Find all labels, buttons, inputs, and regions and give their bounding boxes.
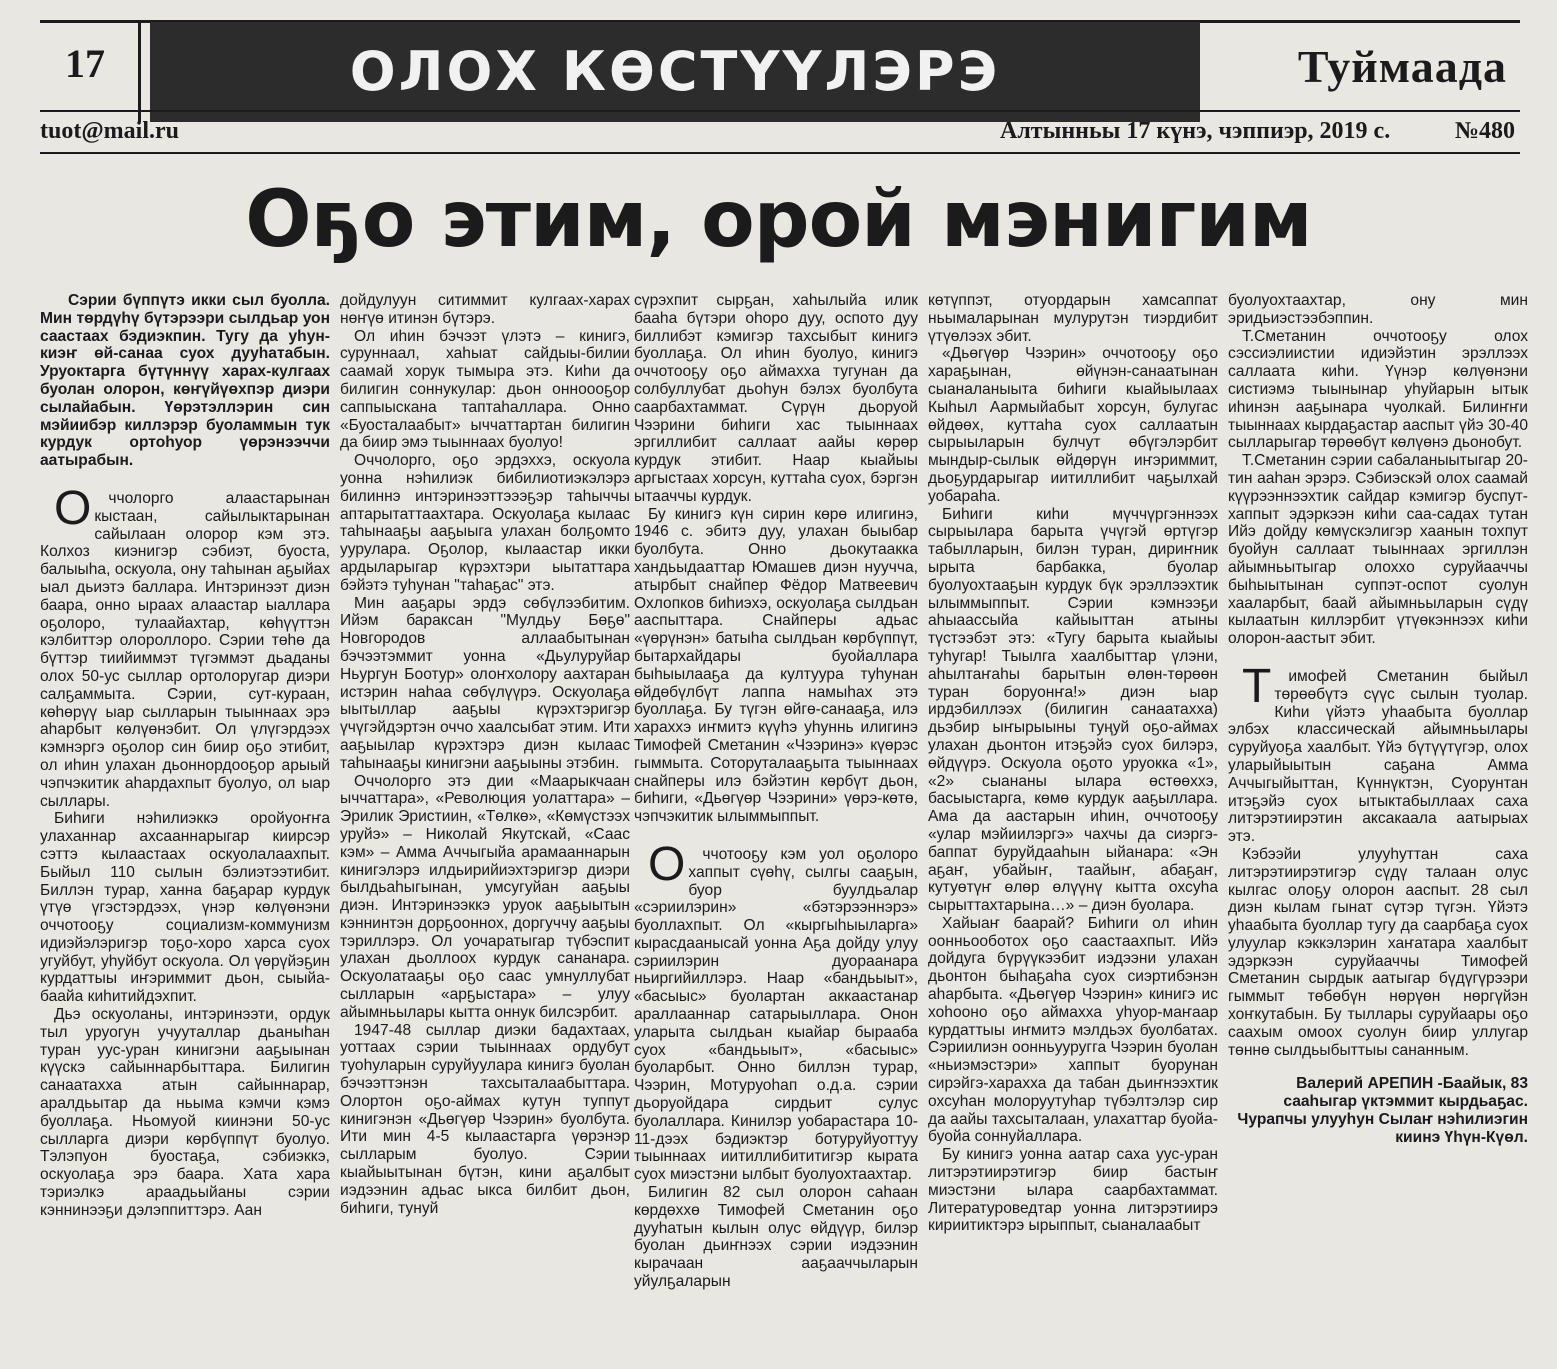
- article-column-4: [928, 292, 1218, 1360]
- article-paragraph: көтүппэт, отуордарын хамсаппат ньымаларынан мулурутэн тиэрдибит үтүөлээх эбит.: [928, 292, 1218, 345]
- article-column-5: [1228, 292, 1528, 1360]
- page-number: 17: [65, 41, 105, 86]
- article-paragraph: Оччотооҕу кэм уол оҕолоро хаппыт сүөһү, сылгы сааҕын, буор буулдьалар «сэриилэрин» «бэтэрээннэрэ» буоллахпыт. Ол «кыргыһыыларга» кырасдаанысай уонна Аҕа дойду улуу сэриилэрин дуораанара ньиргийиллэрэ. Наар «бандьыыт», «басыыс» буолартан аккаастанар араллааннар сатарыыллара. Онон уларыта сылдьан кыайар бырааба суох «бандьыыт», «басыыс» буоларбыт. Онно биллэн турар, Чээрин, Мотуруоһап о.д.а. сэрии дьоруойдара сирдьит сулус буолаллара. Кинилэр уобарастара 10-11-дээх бэдиэктэр ботуруйуоттуу тыыннаах иитиллибититигэр кырата суох миэстэни ылбыт буолуохтаахтар.: [634, 837, 918, 1184]
- article-paragraph: Дьэ оскуоланы, интэринээти, ордук тыл уруогун учууталлар дьаныһан туран уус-уран кинигэни ааҕыынан күүскэ сайыннарбыттара. Билигин санаатахха атын сайыннарар, аралдьытар да ньыма кэмчи кэмэ буоллаҕа. Ньомуой киинэни 50-ус сылларга диэри көрбүппүт буолуо. Тэлэпуон буостаҕа, сэбиэккэ, оскуолаҕа эрэ баара. Хата хара тэриэлкэ араадьыйаны сэрии кэннинээҕи дэлэппиттэрэ. Аан: [40, 1006, 330, 1219]
- newspaper-name: Туймаада: [1297, 41, 1507, 92]
- article-paragraph: Билигин 82 сыл олорон саһаан көрдөххө Тимофей Сметанин оҕо дууһатын кылын олус өйдүүр, билэр буолан дьиҥнээх сэрии иэдээнин кырачаан ааҕааччыларын уйулҕаларын: [634, 1184, 918, 1291]
- article-paragraph: Хайыаҥ баарай? Биһиги ол иһин оонньооботох оҕо саастаахпыт. Ийэ дойдуга бүрүүкээбит иэдээни улахан дьонтон быһаҕаһа суох сиэртибэнэн аһарбыта. «Дьөгүөр Чээрин» кинигэ ис хоһооно оҕо аймахха уһуор-маҥаар курдаттыы иҥмитэ мэлдьэх буолбатах. Сэриилиэн оонньууругга Чээрин буолан «ньиэмэстэри» хаппыт буорунан сирэйгэ-харахха да табан дьиҥнээхтик охсуһан молоруутуһар түбэлтэлэр сир да аайы тахсыталаан, улахаттар буойа-буойа соннуйаллара.: [928, 914, 1218, 1146]
- article-paragraph: Бу кинигэ күн сирин көрө илигинэ, 1946 с. эбитэ дуу, улахан быыбар буолбута. Онно дьокутаакка хандьыдааттар Юмашев диэн нуучча, атырбыт снайпер Фёдор Матвеевич Охлопков биһиэхэ, оскуолаҕа сылдьан ааспыттара. Снайперы адьас «үөрүнэн» батыһа сылдьан көрбүппүт, бытархайдары буойаллара быһыылааҕа да култуура туһунан өйдөбүлбүт лаппа намыһах этэ буоллаҕа. Бу түгэн өйгө-санааҕа, илэ хараххэ иҥмитэ күүһэ уһуннь илигинэ Тимофей Сметанин «Чээринэ» күөрэс гыммыта. Соторуталааҕыта тыыннаах снайперы илэ бэйэтин көрбүт дьон, биһиги, «Дьөгүөр Чээрини» үөрэ-көтө, чэпчэкитик ылыммыппыт.: [634, 505, 918, 826]
- article-paragraph: буолуохтаахтар, ону мин эридьиэстээбэппин.: [1228, 292, 1528, 327]
- section-title: ОЛОХ КӨСТҮҮЛЭРЭ: [150, 22, 1200, 122]
- article-paragraph: Бу кинигэ уонна аатар саха уус-уран литэрэтиирэтигэр биир бастыҥ миэстэни ылара саарбахтаммат. Литературоведтар уонна литэрэтиирэ кириитиктэрэ ырыппыт, сыаналаабыт: [928, 1146, 1218, 1235]
- article-column-1: [40, 292, 330, 1360]
- article-paragraph: сүрэхпит сырҕан, хаһылыйа илик бааһа бүтэри оһоро дуу, оспото дуу биллибэт кэмигэр тахсыбыт кинигэ буоллаҕа. Ол иһин буолуо, кинигэ оччотооҕу оҕо аймахха тугунан да солбуллубат дьоһун бэлэх буолбута саарбахтаммат. Сүрүн дьоруой Чээрини биһиги хас тыыннаах эргиллибит саллаат аайы көрөр курдук этибит. Наар кыайыы аргыстаах хорсун, куттаһа суох, бэргэн ытааччы курдук.: [634, 292, 918, 505]
- article-paragraph: Оччолорго алаастарынан кыстаан, сайылыктарынан сайылаан олорор кэм этэ. Колхоз киэнигэр сэбиэт, буоста, балыыһа, оскуола, ону таһынан аҕыйах ыал дьиэтэ баллара. Интэринээт диэн баара, онно ыраах алаастар ыаллара оҕолоро, тулаайахтар, көһүүттэн кэлбиттэр олороллоро. Сэрии төһө да бүттэр тиийиммэт түгэммэт дьаданы олох 50-ус сыллар ортолоругар диэри салҕаммыта. Сэрии, сут-кураан, көһөрүү ыар сылларын тыыннаах эрэ аһарбыт көлүөнэбит. Ол үлүгэрдээх кэмнэргэ оҕолор син биир оҕо этибит, ол иһин улахан дьоннордооҕор арыый чэпчэкитик аһардахпыт буолуо, ол ыар сыллары.: [40, 481, 330, 810]
- header-bottom-rule: [40, 110, 1520, 112]
- article-column-2: [340, 292, 630, 1360]
- article-paragraph: 1947-48 сыллар диэки бадахтаах, уоттаах сэрии тыыннаах ордубут туоһуларын суруйуулара кинигэ буолан бэчээттэнэн тахсыталаабыттара. Олортон оҕо-аймах кутун туппут кинигэнэн «Дьөгүөр Чээрин» буолбута. Ити мин 4-5 кылаастарга үөрэнэр сылларым буолуо. Сэрии кыайыытынан бүтэн, кини аҕалбыт иэдээнин адьас ыкса билбит дьон, биһиги, тунуй: [340, 1021, 630, 1217]
- article-paragraph: дойдулуун ситиммит кулгаах-харах нөҥүө итинэн бүтэрэ.: [340, 292, 630, 327]
- article-paragraph: Оччолорго этэ дии «Маарыкчаан ыччаттара», «Революция уолаттара» – Эрилик Эристиин, «Төлкө», «Көмүстээх уруйэ» – Николай Якутскай, «Саас кэм» – Амма Аччыгыйа арамааннарын кинигэлэрэ илдьирийиэхтэригэр диэри былдьаһыгынан, умсугуйан ааҕыы диэн. Интэринээккэ уруок ааҕыытын кэннинтэн дорҕооннох, доргуччу ааҕыы тэриллэрэ. Ол уочаратыгар түбэспит улахан дьоллоох курдук сананара. Оскуолатааҕы оҕо саас умнуллубат сылларын «арҕыстара» – улуу айымньылары кытта оннук билсэрбит.: [340, 772, 630, 1021]
- article-paragraph: Тимофей Сметанин быйыл төрөөбүтэ сүүс сылын туолар. Киһи үйэтэ уһаабыта буоллар элбэх классическай айымньылары суруйуоҕа хаалбыт. Үйэ бүтүүтүгэр, олох уларыйыытын саҕана Амма Аччыгыйыттан, Күннүктэн, Суорунтан итэҕэйэ суох ытыктабыллаах саха литэрэтиирэтин аксакаала аатырыах этэ.: [1228, 659, 1528, 846]
- article-paragraph: «Дьөгүөр Чээрин» оччотооҕу оҕо хараҕынан, өйүнэн-санаатынан сыаналаныыта биһиги кыайыылаах Кыһыл Аармыйабыт хорсун, булугас өйдөөх, куттаһа суох саллаатын сырыыларын булчут өбүгэлэрбит мындыр-сылык өйдөрүн иҥэриммит, дьоҕурдарыгар иитиллибит чаҕылхай уобараһа.: [928, 345, 1218, 505]
- page-number-divider: [138, 22, 141, 122]
- contact-email: tuot@mail.ru: [40, 118, 179, 144]
- article-paragraph: Биһиги киһи мүччүргэннээх сырыылара барыта үчүгэй өртүгэр табылларын, билэн туран, дириҥник ырыта барбакка, буолар буолуохтааҕын курдук бүк эрэллээхтик ылыммыппыт. Сэрии кэмнээҕи аһыаассыйа кайыыттан атыны түстээбэт этэ: «Тугу барыта кыайыы туһугар! Тыылга хаалбыттар үлэни, аһылтаҥаһы барытын өлөн-төрөөн туран боруонҥа!» диэн ыар ирдэбиллээх (билигин санаатахха) дьэбир ыҥырыыны туңуй оҕо-аймах улахан дьонтон итэҕэйэ суох билэрэ, өйдүүрэ. Оскуола оҕото уруокка «1», «2» сыананы ылара өстөөххэ, басыыстарга, көмө курдук ааҕыллара. Ама да аастарын иһин, оччотооҕу «улар мэйиилэргэ» чахчы да сиэргэ-баппат буруйдааһын ыйанара: «Эн аҕаҥ, убайыҥ, таайыҥ, абаҕаҥ, кутуөтүҥ өлөр өлүүнү кытта охсуһа сырыттахтарына…» – диэн буолара.: [928, 505, 1218, 915]
- article-column-3: [634, 292, 918, 1360]
- article-paragraph: Биһиги нэһилиэккэ оройуоҥҥа улаханнар ахсааннарыгар киирсэр сэттэ кылаастаах оскуолалаахпыт. Быйыл 110 сылын бэлиэтээтибит. Биллэн турар, ханна баҕарар курдук үтүө үгэстэрдээх, үнэр көлүөнэни оччотооҕу социализм-коммунизм идиэйэлэригэр тоҕо-хоро харса суох угуйбут, уһуйбут оскуола. Ол үөрүйэҕин курдаттыы иҥэриммит дьон, сыыйа-баайа киһитийдэхпит.: [40, 810, 330, 1006]
- article-paragraph: Т.Сметанин сэрии сабаланыытыгар 20-тин ааһан эрэрэ. Сэбиэскэй олох саамай күүрээннээхтик сайдар кэмигэр буспут-хаппыт эдэркээн киһи саа-садах тутан Ийэ дойду көмүскэлигэр хаанын тохпут буойун саллаат тыыннаах эргиллэн айымньытыгар олоххо суруйааччы быһыытынан суппэт-оспот суолун хааларбыт, баай айымньыларын сүдү кылаатын киллэрбит үтүөкэннээх киһи олорон-аастыт эбит.: [1228, 452, 1528, 648]
- dateline-rule: [40, 152, 1520, 154]
- article-paragraph: Кэбээйи улууһуттан саха литэрэтиирэтигэр сүдү талаан олус кылгас олоҕу олорон ааспыт. 28 сыл диэн кылам гынат сүтэр түгэн. Үйэтэ уһаабыта буоллар тугу да саарбаҕа суох улуулар кэккэлэрин хаҥатара хаалбыт эдэркээн суруйааччы Тимофей Сметанин сырдык аатыгар бүдүгүрээри гыммыт төбөбүн нөрүөн нөргүйэн хоҥкутабын. Бу тыллары суруйаары оҕо саахым омоох суолун биир уллугар төннө сылдьыбыттыы сананным.: [1228, 845, 1528, 1059]
- author-signature: Валерий АРЕПИН -Баайык, 83 сааһыгар үктэммит кырдьаҕас. Чурапчы улууһун Сылаҥ нэһилиэгин киинэ Үһүн-Күөл.: [1237, 1075, 1528, 1146]
- article-paragraph: Оччолорго, оҕо эрдэххэ, оскуола уонна нэһилиэк бибилиотиэкэлэрэ билиннэ интэринээттэээҕэр таһыччы аптарытаттаахтара. Оскуолаҕа кылаас таһынааҕы ааҕыыга улахан болҕомто уурулара. Оҕолор, кылаастар икки ардыларыгар күрэхтэри ыытаттара бэйэтэ туһунан "таһаҕас" этэ.: [340, 452, 630, 594]
- article-paragraph: Ол иһин бэчээт үлэтэ – кинигэ, суруннаал, хаһыат сайдыы-билии саамай хорук тымыра этэ. Киһи да билигин соннукулар: дьон онноооҕор саппыыскана таптаһаллара. Онно «Буосталаабыт» ыччаттартан билигин да биир эмэ тыыннаах буолуо!: [340, 327, 630, 452]
- article-headline: Оҕо этим, орой мэнигим: [245, 175, 1312, 265]
- issue-date: Алтынньы 17 күнэ, чэппиэр, 2019 с.: [1000, 118, 1391, 144]
- article-paragraph: Мин ааҕары эрдэ сөбүлээбитим. Ийэм бараксан "Мулдьу Бөҕө" Новгородов аллаабытынан бэчээтэммит уонна «Дьулуруйар Ньургун Боотур» олоҥхолору аахтаран истэрин наһаа сөбүлүүрэ. Оскуолаҕа ыытыллар ааҕыы күрэхтэригэр үчүгэйдэртэн оччо хаалсыбат этим. Ити ааҕыылар күрэхтэрэ диэн кылаас таһынааҕы кинигэни ааҕыыны этэбин.: [340, 594, 630, 772]
- issue-number: №480: [1454, 118, 1515, 144]
- article-lead: Сэрии бүппүтэ икки сыл буолла. Мин төрдүһү бүтэрээри сылдьар уон саастаах бэдиэкпин. Тугу да уһун-киэҥ өй-санаа суох дууһатабын. Уруоктарга бүтүннүү харах-кулгаах буолан олорон, көҥүйүөхпэр диэри сылайабын. Үөрэтэллэрин син мэйиибэр киллэрэр буоламмын тук курдук ортоһуор үөрэнээччи аатырабын.: [40, 292, 330, 470]
- article-paragraph: Т.Сметанин оччотооҕу олох сэссиэлиистии идиэйэтин эрэллээх саллаата киһи. Үүнэр көлүөнэни систиэмэ тыынынар уһуйарын ытык иһинэн ааҕынара чуолкай. Билиҥҥи тыыннаах кырдаҕастар ааспыт үйэ 30-40 сылларыгар төрөөбүт көлүөнэ дьонобут.: [1228, 327, 1528, 452]
